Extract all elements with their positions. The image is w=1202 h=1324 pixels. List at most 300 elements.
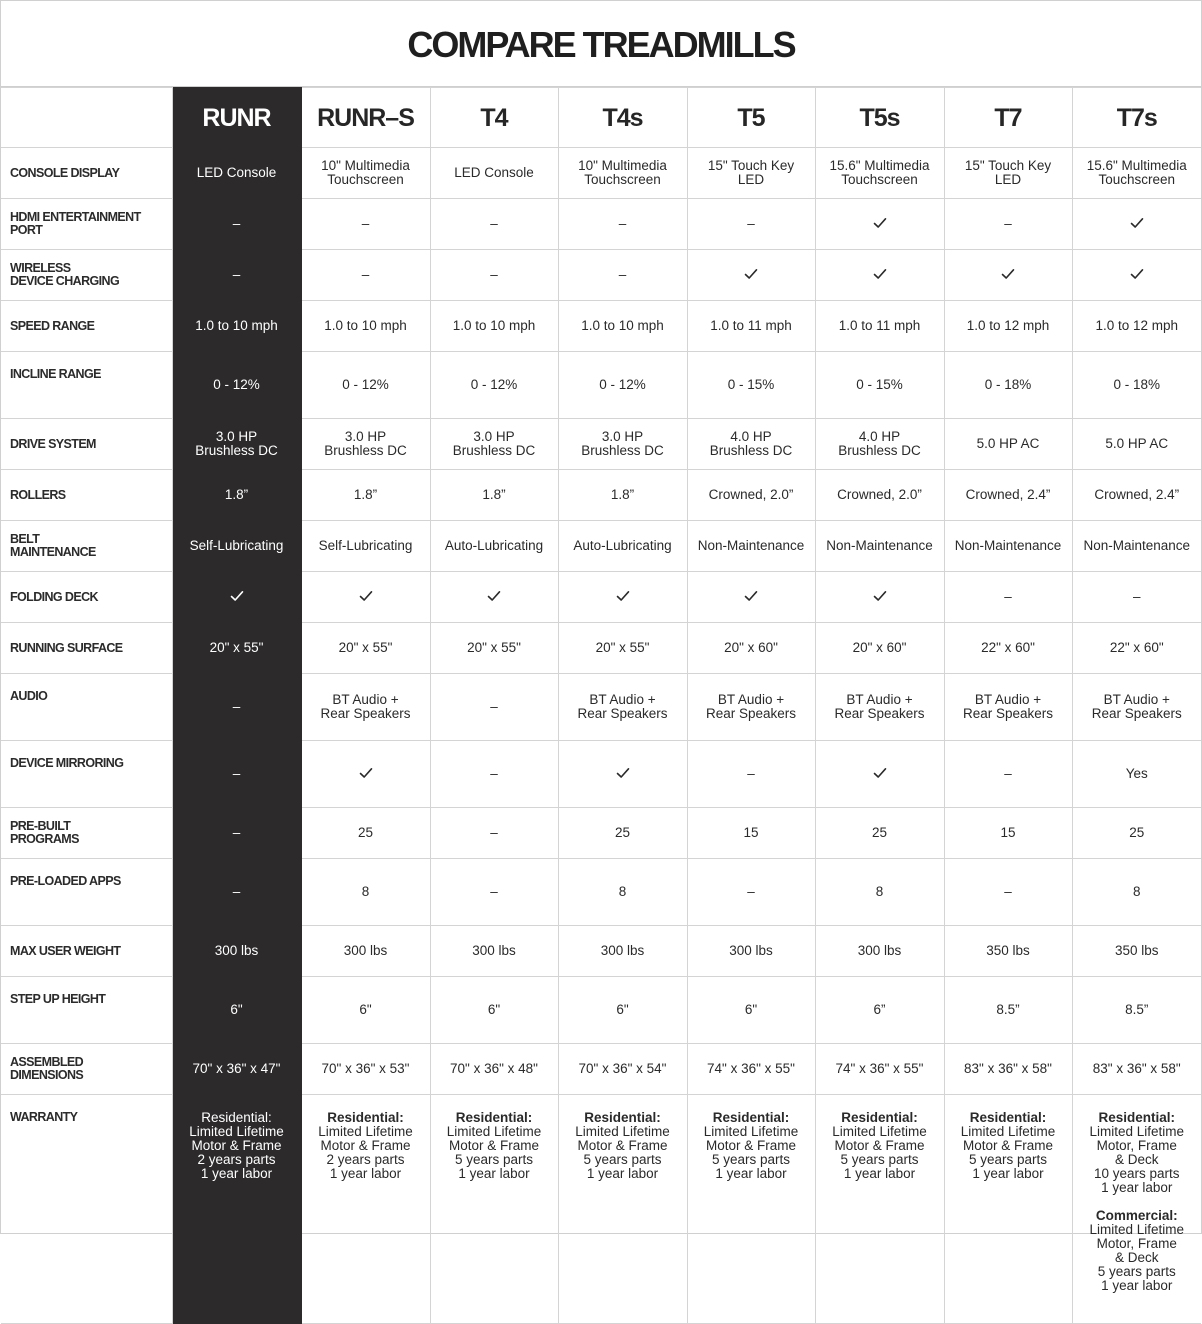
cell-runr (172, 419, 301, 470)
cell-text: 20" x 55" (595, 640, 650, 655)
cell-text: LED (994, 172, 1022, 187)
warranty-line: 5 years parts (583, 1152, 662, 1167)
cell-text: 4.0 HP (858, 429, 901, 444)
cell-text: BT Audio + (974, 692, 1042, 707)
cell-t4s (558, 250, 687, 301)
cell-t4 (430, 470, 558, 521)
cell-text: 8 (618, 884, 627, 899)
cell-t5s (815, 1044, 944, 1095)
cell-t7s (1072, 199, 1201, 250)
cell-runr (172, 977, 301, 1044)
row-label-text: DEVICE MIRRORING (10, 756, 124, 770)
warranty-block (302, 1111, 430, 1181)
cell-text: 20" x 55" (467, 640, 521, 655)
cell-t7s (1072, 470, 1201, 521)
cell-text: 0 - 18% (984, 377, 1032, 392)
check-icon (230, 589, 244, 603)
cell-t7 (944, 470, 1072, 521)
cell-text: Touchscreen (327, 172, 404, 187)
cell-t7s (1072, 521, 1201, 572)
cell-runr (172, 674, 301, 741)
cell-text: 20" x 55" (338, 640, 393, 655)
warranty-line: Motor & Frame (191, 1138, 282, 1153)
cell-t5s (815, 674, 944, 741)
cell-text: BT Audio + (332, 692, 399, 707)
cell-text: 25 (1129, 825, 1145, 840)
dash-glyph: – (361, 216, 370, 231)
cell-t4s (558, 301, 687, 352)
cell-t4 (430, 977, 558, 1044)
check-icon (873, 267, 887, 281)
warranty-line: Motor & Frame (320, 1138, 411, 1153)
cell-text: 300 lbs (214, 943, 259, 958)
warranty-line: 5 years parts (840, 1152, 919, 1167)
cell-t7 (944, 301, 1072, 352)
cell-t5s (815, 199, 944, 250)
cell-text: 22" x 60" (981, 640, 1035, 655)
warranty-line: 5 years parts (454, 1152, 534, 1167)
row-pre-loaded-apps (1, 859, 1201, 926)
warranty-line: Limited Lifetime (703, 1124, 799, 1139)
row-label (1, 148, 172, 199)
cell-t4 (430, 859, 558, 926)
cell-text: 0 - 15% (856, 377, 903, 392)
cell-text: Rear Speakers (320, 706, 411, 721)
warranty-heading: Commercial: (1095, 1208, 1178, 1223)
cell-text: 15" Touch Key (707, 158, 795, 173)
row-warranty (1, 1095, 1201, 1324)
cell-text: 350 lbs (1114, 943, 1159, 958)
warranty-block (1073, 1209, 1202, 1293)
cell-text: 20" x 60" (852, 640, 907, 655)
cell-text: Crowned, 2.0” (837, 487, 922, 502)
cell-runr (172, 250, 301, 301)
cell-t5 (687, 470, 815, 521)
model-header-t5s: T5s (815, 88, 944, 148)
dash-glyph: – (618, 216, 627, 231)
cell-text: Brushless DC (195, 443, 278, 458)
cell-t5 (687, 926, 815, 977)
cell-runr-s (301, 521, 430, 572)
cell-text: 3.0 HP (601, 429, 644, 444)
cell-text: Rear Speakers (577, 706, 668, 721)
cell-t5s (815, 470, 944, 521)
cell-t4s (558, 199, 687, 250)
cell-t5s (815, 352, 944, 419)
check-icon (744, 267, 758, 281)
cell-t4 (430, 674, 558, 741)
cell-t5s (815, 926, 944, 977)
cell-runr (172, 199, 301, 250)
cell-t5 (687, 741, 815, 808)
cell-text: 300 lbs (729, 943, 773, 958)
cell-t5 (687, 808, 815, 859)
dash-glyph: – (232, 825, 241, 840)
cell-t4 (430, 926, 558, 977)
cell-text: 6” (873, 1002, 886, 1017)
row-assembled-dimensions (1, 1044, 1201, 1095)
warranty-cell-runr-s (301, 1095, 430, 1324)
row-label-text: PRE-BUILT (10, 819, 71, 833)
warranty-line: Limited Lifetime (575, 1124, 670, 1139)
cell-t7 (944, 623, 1072, 674)
row-label-text: CONSOLE DISPLAY (10, 165, 120, 180)
cell-text: 300 lbs (600, 943, 645, 958)
row-running-surface (1, 623, 1201, 674)
cell-t5 (687, 352, 815, 419)
cell-t4s (558, 419, 687, 470)
warranty-block (816, 1111, 944, 1181)
cell-t4 (430, 1044, 558, 1095)
cell-t4s (558, 808, 687, 859)
row-label (1, 521, 172, 572)
warranty-line: 1 year labor (972, 1166, 1044, 1181)
cell-text: 3.0 HP (344, 429, 387, 444)
cell-text: 15.6" Multimedia (829, 158, 930, 173)
cell-t5 (687, 623, 815, 674)
cell-t7 (944, 926, 1072, 977)
model-header-t5: T5 (687, 88, 815, 148)
cell-runr-s (301, 148, 430, 199)
cell-text: Auto-Lubricating (444, 538, 544, 553)
row-label-text: DIMENSIONS (10, 1068, 84, 1082)
warranty-line: 1 year labor (586, 1166, 659, 1181)
model-header-runr-s: RUNR–S (301, 88, 430, 148)
cell-text: 1.0 to 10 mph (452, 318, 536, 333)
check-icon (616, 589, 630, 603)
row-label-text: ASSEMBLED (10, 1055, 84, 1069)
row-speed-range (1, 301, 1201, 352)
cell-t4 (430, 250, 558, 301)
cell-runr-s (301, 926, 430, 977)
cell-t7s (1072, 926, 1201, 977)
cell-t4 (430, 199, 558, 250)
warranty-cell-t7s (1072, 1095, 1201, 1324)
row-console-display (1, 148, 1201, 199)
model-header-t4s: T4s (558, 88, 687, 148)
warranty-heading: Residential: (201, 1110, 272, 1125)
cell-text: Self-Lubricating (189, 538, 284, 553)
model-header-t7s: T7s (1072, 88, 1201, 148)
cell-text: 15.6" Multimedia (1086, 158, 1187, 173)
warranty-line: Limited Lifetime (446, 1124, 542, 1139)
cell-text: Brushless DC (709, 443, 793, 458)
warranty-line: Motor & Frame (705, 1138, 797, 1153)
row-label (1, 623, 172, 674)
cell-text: Touchscreen (1098, 172, 1176, 187)
dash-glyph: – (747, 216, 755, 231)
title-bar (1, 1, 1201, 87)
check-icon (873, 766, 887, 780)
cell-t4s (558, 572, 687, 623)
cell-text: 1.8” (482, 487, 506, 502)
row-label (1, 199, 172, 250)
cell-text: 22" x 60" (1109, 640, 1164, 655)
cell-t7s (1072, 741, 1201, 808)
cell-text: LED (737, 172, 765, 187)
dash-glyph: – (747, 884, 755, 899)
row-label-text: PROGRAMS (10, 832, 79, 846)
cell-t5 (687, 199, 815, 250)
warranty-heading: Residential: (1098, 1110, 1176, 1125)
cell-t7 (944, 977, 1072, 1044)
row-label (1, 250, 172, 301)
check-icon (359, 589, 373, 603)
cell-text: 8 (1132, 884, 1141, 899)
cell-text: 300 lbs (472, 943, 516, 958)
cell-t5s (815, 859, 944, 926)
cell-text: Non-Maintenance (697, 538, 805, 553)
cell-t7s (1072, 572, 1201, 623)
cell-text: 70" x 36" x 54" (578, 1061, 667, 1076)
dash-glyph: – (232, 884, 241, 899)
cell-text: Crowned, 2.4” (1094, 487, 1180, 502)
cell-runr (172, 521, 301, 572)
cell-t5 (687, 521, 815, 572)
cell-t5s (815, 623, 944, 674)
cell-text: 20" x 60" (724, 640, 778, 655)
cell-text: Brushless DC (838, 443, 921, 458)
dash-glyph: – (490, 699, 498, 714)
dash-glyph: – (1004, 766, 1012, 781)
page-title: COMPARE TREADMILLS (407, 23, 795, 65)
warranty-line: 1 year labor (1101, 1278, 1173, 1293)
warranty-line: 10 years parts (1093, 1166, 1180, 1181)
cell-text: 0 - 12% (470, 377, 518, 392)
cell-t4s (558, 1044, 687, 1095)
dash-glyph: – (232, 216, 241, 231)
cell-text: 6" (230, 1002, 243, 1017)
cell-text: 20" x 55" (209, 640, 264, 655)
cell-t4 (430, 623, 558, 674)
cell-t5s (815, 741, 944, 808)
cell-text: Non-Maintenance (954, 538, 1062, 553)
cell-t4 (430, 352, 558, 419)
row-belt-maintenance (1, 521, 1201, 572)
row-wireless-device-charging (1, 250, 1201, 301)
cell-t7 (944, 250, 1072, 301)
cell-text: Self-Lubricating (318, 538, 413, 553)
check-icon (1001, 267, 1015, 281)
cell-runr (172, 148, 301, 199)
warranty-line: Motor, Frame (1096, 1138, 1177, 1153)
cell-text: 300 lbs (343, 943, 388, 958)
cell-t4s (558, 674, 687, 741)
cell-text: 5.0 HP AC (976, 436, 1040, 451)
cell-t7s (1072, 419, 1201, 470)
warranty-block (945, 1111, 1072, 1181)
cell-t7 (944, 148, 1072, 199)
cell-text: 5.0 HP AC (1105, 436, 1169, 451)
cell-t7 (944, 741, 1072, 808)
dash-glyph: – (490, 825, 498, 840)
cell-runr-s (301, 859, 430, 926)
dash-glyph: – (747, 766, 755, 781)
dash-glyph: – (490, 884, 498, 899)
row-label (1, 572, 172, 623)
row-label-text: AUDIO (10, 689, 48, 703)
row-label-text: DEVICE CHARGING (10, 274, 120, 288)
row-label-text: RUNNING SURFACE (10, 640, 123, 655)
warranty-heading: Residential: (712, 1110, 790, 1125)
cell-t4s (558, 352, 687, 419)
check-icon (873, 216, 887, 230)
cell-t7s (1072, 301, 1201, 352)
warranty-line: 2 years parts (197, 1152, 276, 1167)
cell-runr-s (301, 741, 430, 808)
cell-text: 6" (744, 1002, 758, 1017)
check-icon (1130, 267, 1144, 281)
cell-text: 0 - 12% (213, 377, 260, 392)
cell-text: Rear Speakers (834, 706, 925, 721)
cell-t5s (815, 808, 944, 859)
cell-runr (172, 623, 301, 674)
cell-text: Brushless DC (324, 443, 407, 458)
row-label-text: WIRELESS (10, 261, 71, 275)
row-label-text: MAX USER WEIGHT (10, 943, 121, 958)
check-icon (1130, 216, 1144, 230)
cell-runr (172, 926, 301, 977)
warranty-cell-t5 (687, 1095, 815, 1324)
cell-t4 (430, 419, 558, 470)
dash-glyph: – (1132, 589, 1141, 604)
cell-text: 10" Multimedia (321, 158, 410, 173)
warranty-block (559, 1111, 687, 1181)
warranty-heading: Residential: (841, 1110, 918, 1125)
cell-t4s (558, 470, 687, 521)
check-icon (616, 766, 630, 780)
row-drive-system (1, 419, 1201, 470)
header-row (1, 88, 1201, 148)
cell-text: 4.0 HP (730, 429, 772, 444)
cell-t4s (558, 741, 687, 808)
row-max-user-weight (1, 926, 1201, 977)
dash-glyph: – (490, 766, 498, 781)
cell-text: 1.0 to 10 mph (195, 318, 278, 333)
cell-text: 3.0 HP (473, 429, 515, 444)
row-label-text: INCLINE RANGE (10, 367, 101, 381)
cell-text: 6" (487, 1002, 501, 1017)
cell-text: 15 (1000, 825, 1016, 840)
cell-runr-s (301, 199, 430, 250)
warranty-heading: Residential: (327, 1110, 404, 1125)
cell-runr-s (301, 1044, 430, 1095)
warranty-line: Motor, Frame (1096, 1236, 1177, 1251)
row-pre-built-programs (1, 808, 1201, 859)
cell-runr (172, 1044, 301, 1095)
cell-text: Brushless DC (581, 443, 664, 458)
cell-text: 70" x 36" x 48" (450, 1061, 538, 1076)
row-label (1, 301, 172, 352)
warranty-line: 5 years parts (968, 1152, 1048, 1167)
row-label-text: PRE-LOADED APPS (10, 874, 121, 888)
cell-text: 1.0 to 12 mph (1095, 318, 1179, 333)
cell-t4s (558, 977, 687, 1044)
dash-glyph: – (232, 267, 241, 282)
cell-t5s (815, 301, 944, 352)
cell-text: BT Audio + (1103, 692, 1170, 707)
dash-glyph: – (232, 766, 241, 781)
dash-glyph: – (618, 267, 627, 282)
cell-t4s (558, 148, 687, 199)
row-device-mirroring (1, 741, 1201, 808)
row-label-text: HDMI ENTERTAINMENT (10, 210, 141, 224)
cell-text: 1.0 to 10 mph (581, 318, 664, 333)
warranty-cell-runr (172, 1095, 301, 1324)
warranty-line: 1 year labor (1101, 1180, 1173, 1195)
cell-text: BT Audio + (846, 692, 913, 707)
row-label (1, 1095, 172, 1324)
warranty-line: 1 year labor (329, 1166, 402, 1181)
warranty-line: Motor & Frame (448, 1138, 540, 1153)
row-label (1, 352, 172, 419)
cell-text: 70" x 36" x 53" (321, 1061, 410, 1076)
cell-text: 8.5” (996, 1002, 1020, 1017)
warranty-line: & Deck (1114, 1250, 1159, 1265)
row-label (1, 470, 172, 521)
cell-t7 (944, 859, 1072, 926)
warranty-cell-t5s (815, 1095, 944, 1324)
row-label (1, 926, 172, 977)
warranty-line: Limited Lifetime (1089, 1222, 1185, 1237)
cell-t5s (815, 419, 944, 470)
cell-t4 (430, 521, 558, 572)
cell-text: BT Audio + (717, 692, 785, 707)
cell-text: 0 - 15% (727, 377, 775, 392)
cell-text: 1.8” (353, 487, 378, 502)
cell-text: 6" (616, 1002, 629, 1017)
cell-text: BT Audio + (589, 692, 656, 707)
row-label-text: PORT (10, 223, 43, 237)
cell-text: 70" x 36" x 47" (192, 1061, 281, 1076)
cell-text: 10" Multimedia (578, 158, 667, 173)
dash-glyph: – (361, 267, 370, 282)
dash-glyph: – (232, 699, 241, 714)
warranty-line: 1 year labor (200, 1166, 273, 1181)
row-label (1, 1044, 172, 1095)
cell-t5 (687, 250, 815, 301)
cell-text: 8 (875, 884, 884, 899)
cell-text: LED Console (454, 165, 534, 180)
cell-t7 (944, 521, 1072, 572)
cell-text: 74" x 36" x 55" (835, 1061, 924, 1076)
warranty-block (173, 1111, 301, 1181)
row-label-text: STEP UP HEIGHT (10, 992, 106, 1006)
cell-t7 (944, 199, 1072, 250)
cell-runr (172, 741, 301, 808)
cell-t7 (944, 1044, 1072, 1095)
cell-text: Crowned, 2.4” (965, 487, 1051, 502)
cell-text: 8 (361, 884, 370, 899)
cell-text: 1.0 to 12 mph (966, 318, 1050, 333)
warranty-line: Limited Lifetime (318, 1124, 413, 1139)
warranty-line: Limited Lifetime (189, 1124, 284, 1139)
row-label-text: ROLLERS (10, 487, 66, 502)
cell-t5 (687, 859, 815, 926)
cell-t5 (687, 148, 815, 199)
cell-text: Auto-Lubricating (573, 538, 672, 553)
row-label (1, 977, 172, 1044)
cell-t5s (815, 521, 944, 572)
row-label-text: SPEED RANGE (10, 318, 95, 333)
dash-glyph: – (490, 267, 498, 282)
cell-text: Non-Maintenance (1083, 538, 1191, 553)
cell-t7s (1072, 674, 1201, 741)
cell-t7s (1072, 859, 1201, 926)
cell-text: Touchscreen (584, 172, 661, 187)
cell-t5 (687, 301, 815, 352)
row-label-text: WARRANTY (10, 1110, 78, 1124)
